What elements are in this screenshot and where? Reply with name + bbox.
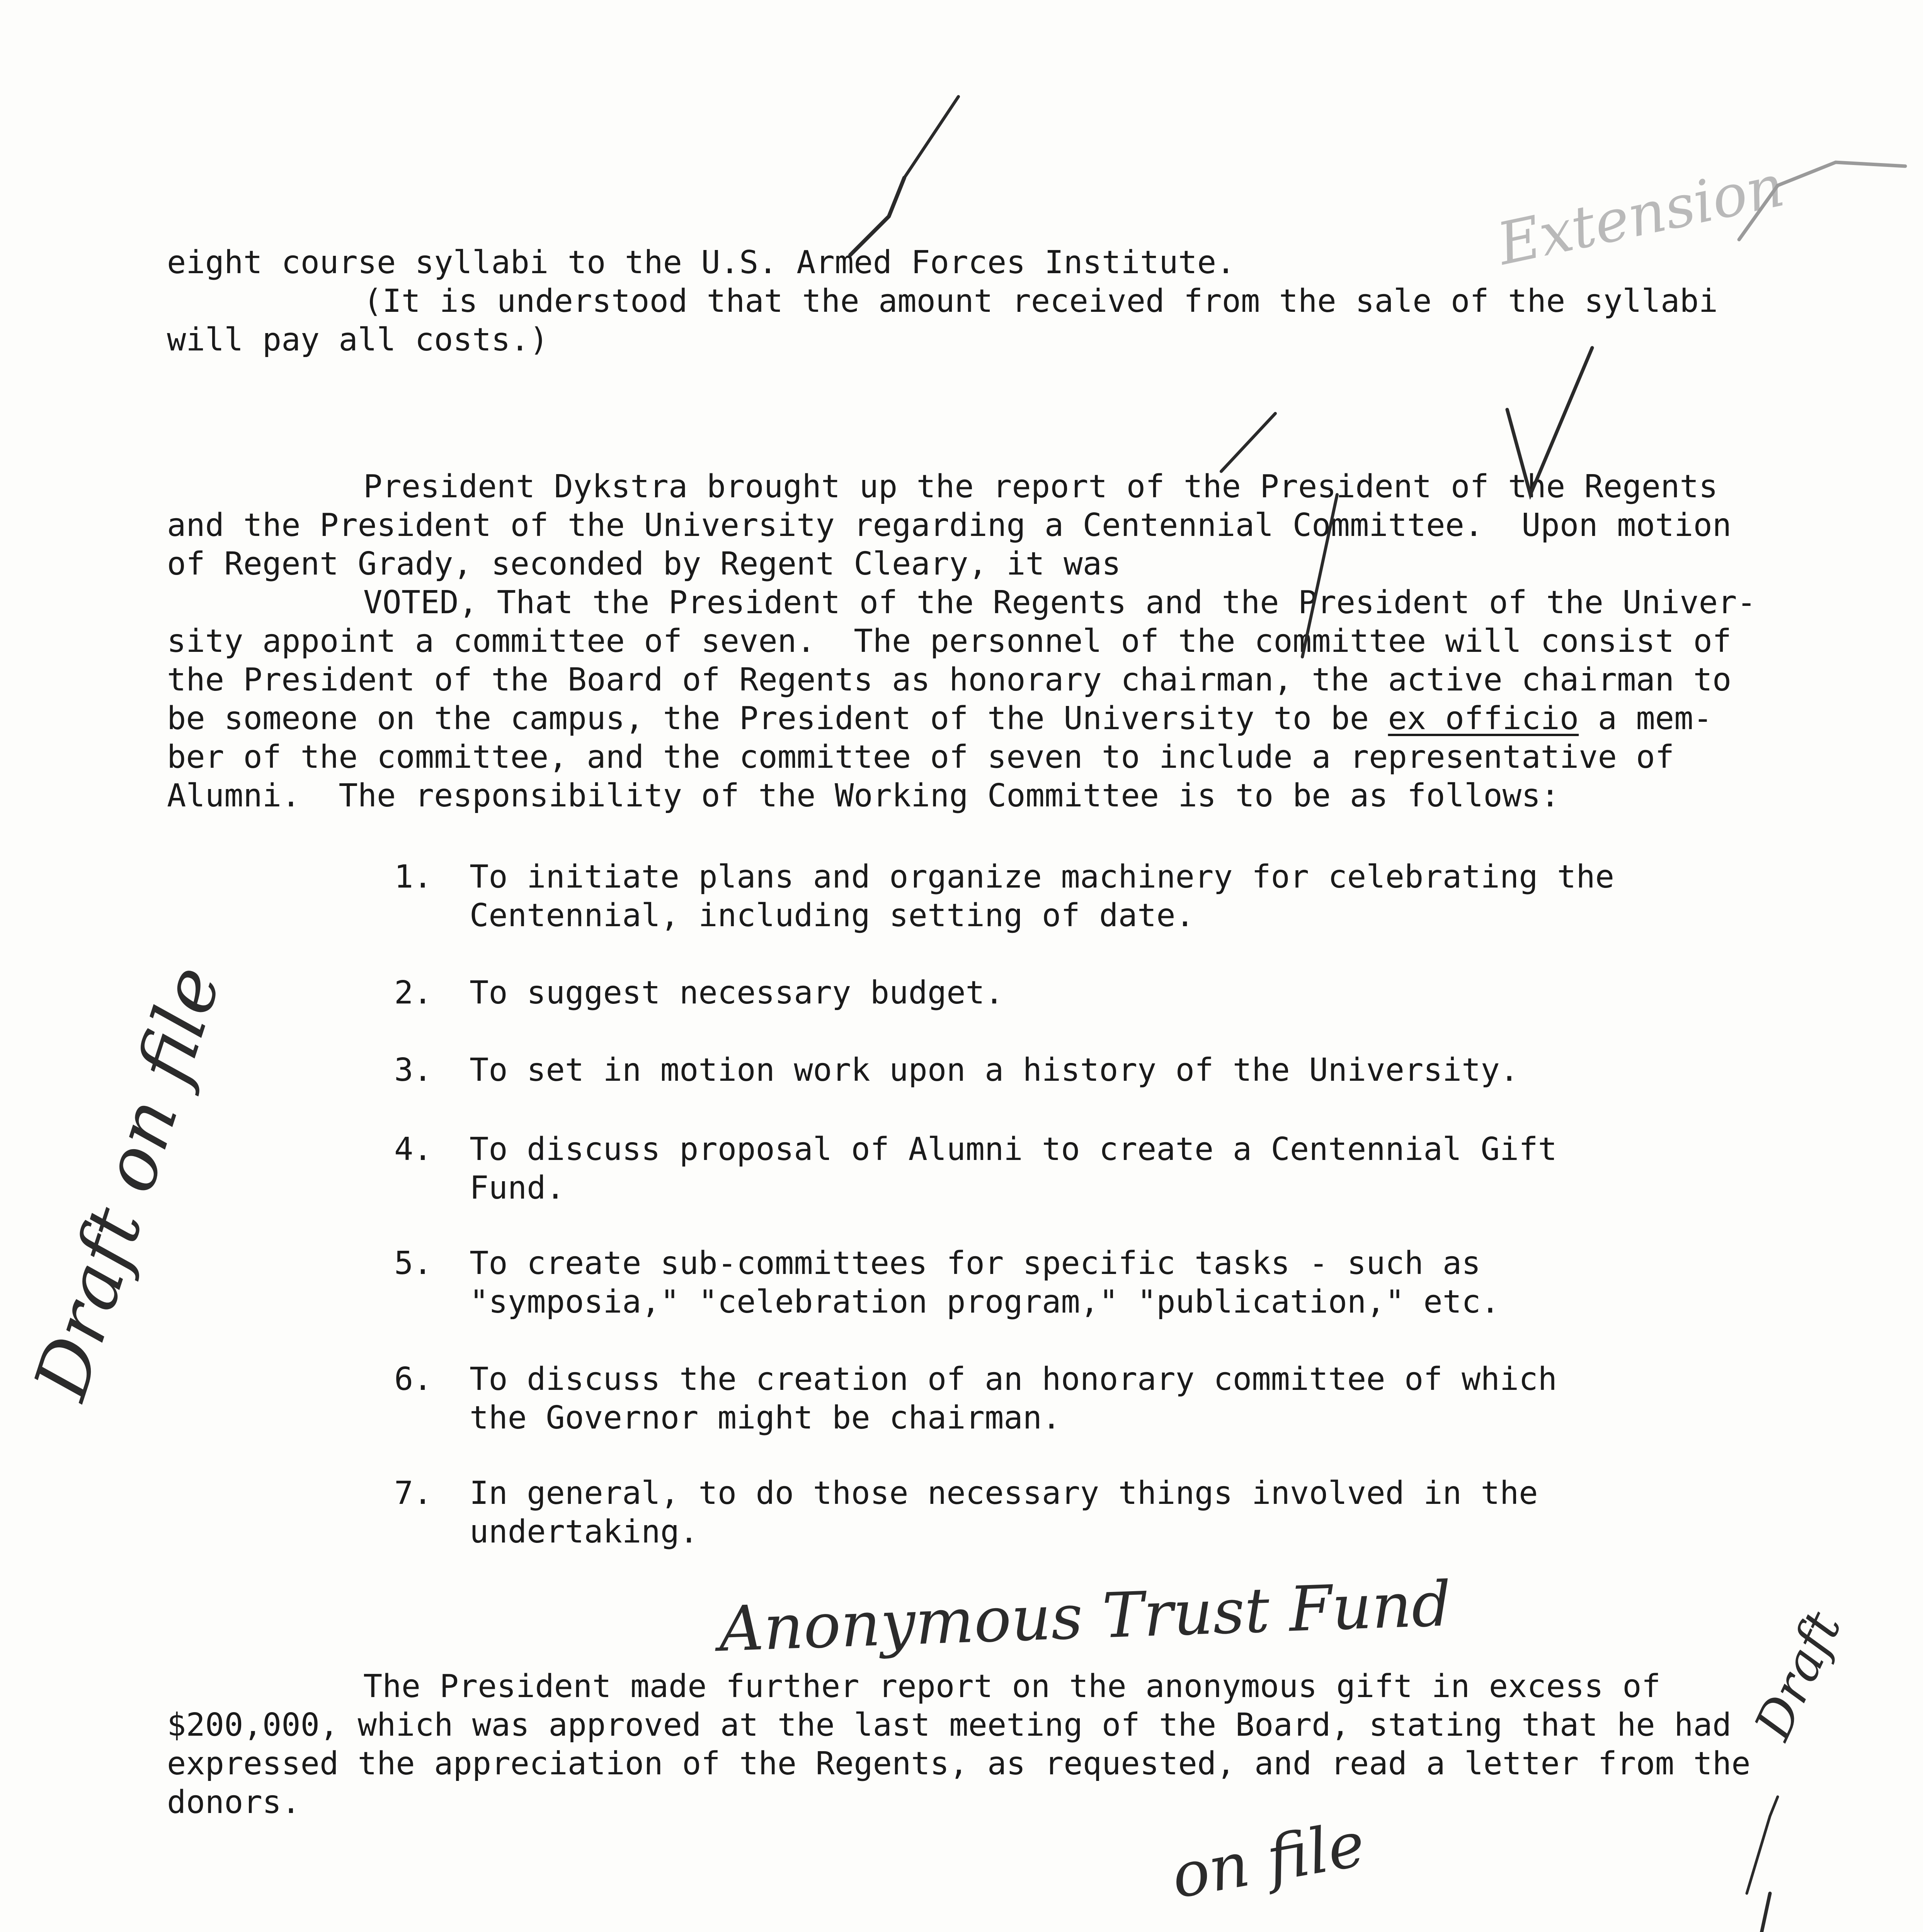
text-segment: be someone on the campus, the President of the University to be — [167, 700, 1388, 737]
handwritten-extension-note: Extension — [1492, 152, 1790, 279]
text-line: eight course syllabi to the U.S. Armed Forces Institute. — [167, 244, 1235, 281]
list-number: 7. — [394, 1475, 432, 1512]
list-number: 1. — [394, 859, 432, 895]
list-item: In general, to do those necessary things involved in the — [470, 1475, 1538, 1512]
list-item: To create sub-committees for specific tasks - such as — [470, 1245, 1481, 1282]
check-mark-icon — [1507, 348, 1592, 495]
text-segment: a mem- — [1579, 700, 1712, 737]
check-mark-icon — [1724, 1893, 1770, 1932]
list-item: Fund. — [470, 1170, 565, 1206]
list-item: To suggest necessary budget. — [470, 975, 1004, 1011]
list-number: 2. — [394, 975, 432, 1011]
check-mark-icon — [904, 97, 958, 178]
list-item: To set in motion work upon a history of the University. — [470, 1052, 1519, 1088]
text-line: donors. — [167, 1784, 301, 1821]
text-line: President Dykstra brought up the report of the President of the Regents — [363, 468, 1718, 505]
text-line: of Regent Grady, seconded by Regent Cleary, it was — [167, 546, 1121, 582]
list-number: 3. — [394, 1052, 432, 1088]
text-line: and the President of the University regarding a Centennial Committee. Upon motion — [167, 507, 1732, 544]
check-mark-icon — [850, 178, 904, 255]
handwritten-anonymous-trust-fund-note: Anonymous Trust Fund — [718, 1567, 1453, 1666]
text-line: the President of the Board of Regents as honorary chairman, the active chairman to — [167, 662, 1732, 698]
list-number: 5. — [394, 1245, 432, 1282]
check-mark-icon — [1302, 495, 1337, 657]
text-line: The President made further report on the anonymous gift in excess of — [363, 1668, 1661, 1705]
handwritten-draft-on-file-note: Draft on file — [17, 956, 238, 1409]
list-number: 6. — [394, 1361, 432, 1398]
handwritten-on-file-note: on file — [1166, 1807, 1370, 1913]
list-item: undertaking. — [470, 1514, 699, 1550]
list-item: To initiate plans and organize machinery for celebrating the — [470, 859, 1615, 895]
list-item: To discuss proposal of Alumni to create a Centennial Gift — [470, 1131, 1557, 1168]
text-line: Alumni. The responsibility of the Working Committee is to be as follows: — [167, 777, 1560, 814]
text-line: VOTED, That the President of the Regents and the President of the Univer- — [363, 584, 1756, 621]
handwritten-right-margin-note: Draft — [1743, 1602, 1853, 1748]
check-mark-icon — [1747, 1797, 1778, 1893]
list-item: "symposia," "celebration program," "publication," etc. — [470, 1284, 1500, 1320]
text-line: expressed the appreciation of the Regents, as requested, and read a letter from the — [167, 1745, 1751, 1782]
text-line: $200,000, which was approved at the last meeting of the Board, stating that he had — [167, 1707, 1732, 1743]
list-item: To discuss the creation of an honorary committee of which — [470, 1361, 1557, 1398]
check-mark-icon — [1221, 413, 1275, 471]
list-item: Centennial, including setting of date. — [470, 897, 1195, 934]
list-number: 4. — [394, 1131, 432, 1168]
underlined-term: ex officio — [1388, 700, 1579, 737]
text-line: ber of the committee, and the committee of seven to include a representative of — [167, 739, 1675, 776]
text-line: will pay all costs.) — [167, 321, 549, 358]
text-line: sity appoint a committee of seven. The personnel of the committee will consist of — [167, 623, 1732, 660]
text-line: (It is understood that the amount received from the sale of the syllabi — [363, 283, 1718, 320]
list-item: the Governor might be chairman. — [470, 1400, 1061, 1436]
check-mark-icon — [1739, 162, 1905, 240]
